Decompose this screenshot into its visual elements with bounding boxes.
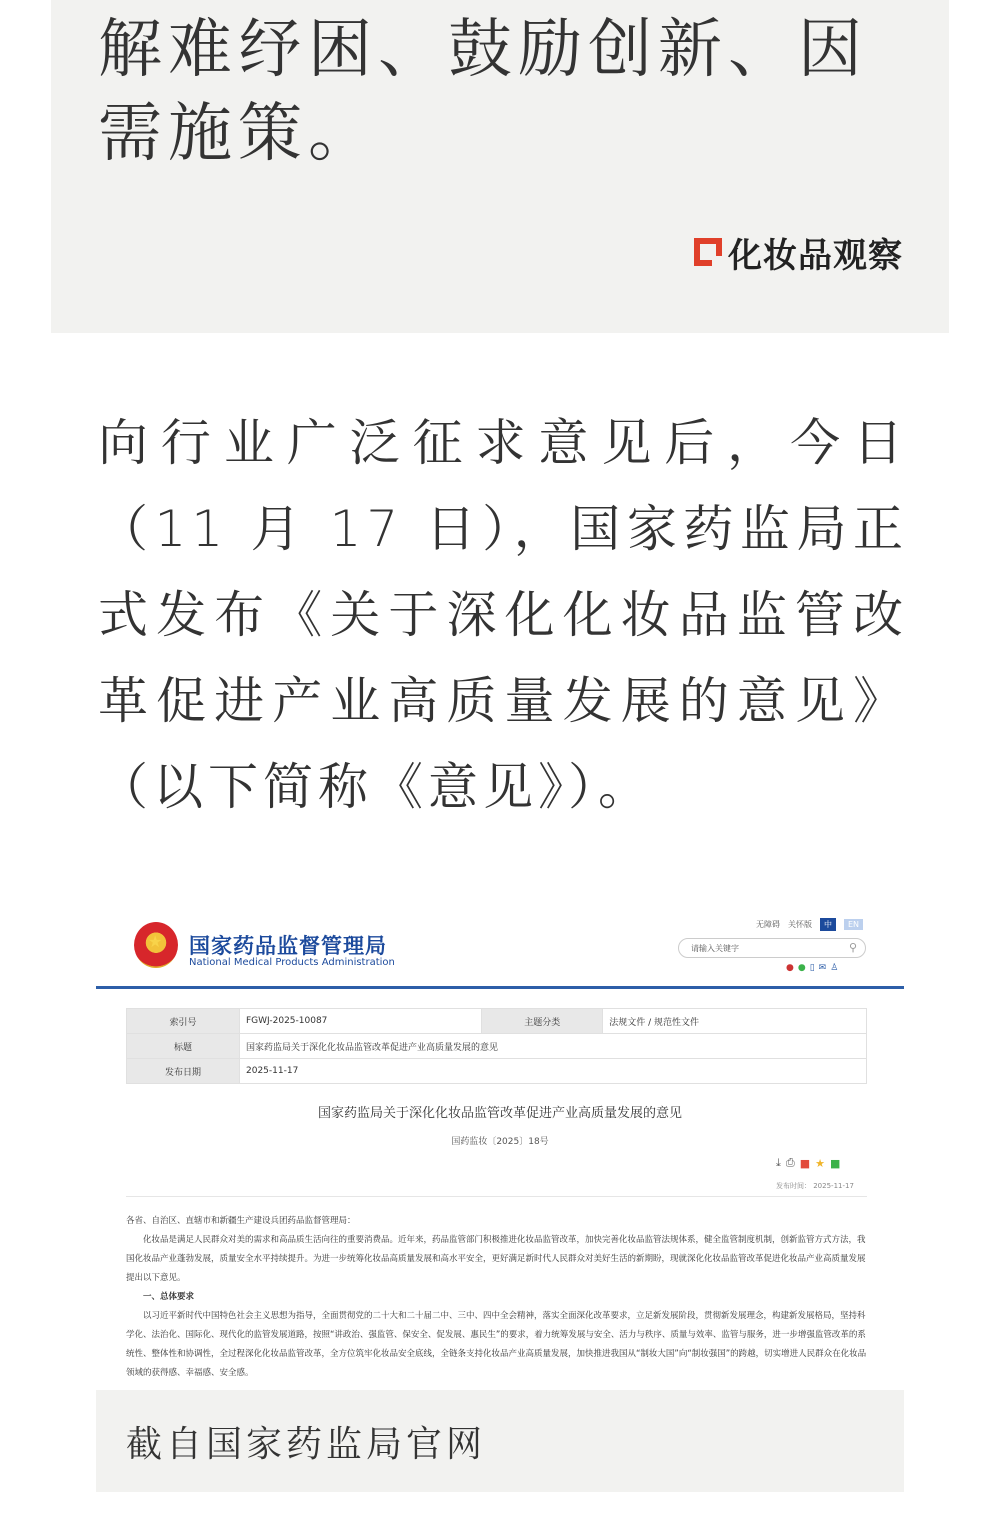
care-mode-link[interactable]: 关怀版: [788, 920, 812, 929]
search-placeholder: 请输入关键字: [691, 944, 739, 953]
site-header: [96, 906, 904, 988]
site-name-en: National Medical Products Administration: [189, 957, 395, 968]
document-tools: [776, 1156, 840, 1170]
image-caption: [96, 1390, 904, 1492]
title-label: 标题: [127, 1034, 240, 1059]
brand-logo: [694, 232, 903, 276]
section-heading: 一、总体要求: [143, 1292, 195, 1302]
search-icon[interactable]: ⚲: [848, 941, 857, 954]
document-meta-table: [126, 1008, 867, 1084]
accessibility-link[interactable]: 无障碍: [756, 920, 780, 929]
publish-time: 发布时间： 2025-11-17: [776, 1182, 854, 1190]
mail-icon[interactable]: ✉: [818, 963, 827, 973]
search-input[interactable]: [678, 938, 866, 958]
quote-card: [51, 0, 949, 333]
lang-en-button[interactable]: EN: [844, 919, 863, 930]
salutation: 各省、自治区、直辖市和新疆生产建设兵团药品监督管理局：: [126, 1216, 356, 1226]
mobile-icon[interactable]: ▯: [809, 963, 815, 973]
quote-text: 解难纾困、鼓励创新、因需施策。: [98, 13, 868, 171]
date-value: 2025-11-17: [240, 1059, 867, 1084]
body-paragraph-1: 化妆品是满足人民群众对美的需求和高品质生活向往的重要消费品。近年来，药品监管部门积极推进化妆品监管改革，加快完善化妆品监管法规体系，健全监管制度机制，创新监管方式方法，我国化妆品产业蓬勃发展，质量安全水平持续提升。为进一步统筹化妆品高质量发展和高水平安全，更好满足新时代人民群众对美好生活的新期盼，现就深化化妆品监管改革促进化妆品产业高质量发展提出以下意见。: [126, 1235, 866, 1283]
download-icon[interactable]: ⤓: [776, 1156, 781, 1169]
national-emblem-icon: ★: [134, 922, 178, 968]
document-body: [126, 1212, 871, 1383]
social-share-icons: [786, 963, 838, 973]
brand-name: 化妆品观察: [728, 235, 903, 276]
body-paragraph-2: 以习近平新时代中国特色社会主义思想为指导，全面贯彻党的二十大和二十届二中、三中、四中全会精神，落实全面深化改革要求，立足新发展阶段，贯彻新发展理念，构建新发展格局，坚持科学化、法治化、国际化、现代化的监管发展道路，按照“讲政治、强监管、保安全、促发展、惠民生”的要求，着力统筹发展与安全、活力与秩序、质量与效率、监管与服务，进一步增强监管改革的系统性、整体性和协调性，全过程深化化妆品监管改革，全方位筑牢化妆品安全底线，全链条支持化妆品产业高质量发展，加快推进我国从“制妆大国”向“制妆强国”的跨越，切实增进人民群众在化妆品领域的获得感、幸福感、安全感。: [126, 1311, 867, 1378]
top-links: [756, 918, 863, 931]
caption-text: 截自国家药监局官网: [126, 1424, 487, 1465]
category-label: 主题分类: [482, 1009, 603, 1034]
header-divider: [96, 986, 904, 989]
site-name-cn: 国家药品监督管理局: [189, 934, 387, 958]
title-value: 国家药监局关于深化化妆品监管改革促进产业高质量发展的意见: [240, 1034, 867, 1059]
category-value: 法规文件 / 规范性文件: [603, 1009, 867, 1034]
share-wechat-icon[interactable]: ■: [829, 1156, 841, 1170]
document-number: 国药监妆〔2025〕18号: [451, 1137, 549, 1147]
lang-cn-button[interactable]: 中: [820, 918, 836, 931]
share-weibo-icon[interactable]: ■: [799, 1156, 811, 1170]
article-paragraph: 向行业广泛征求意见后，今日（11 月 17 日），国家药监局正式发布《关于深化化妆品监管改革促进产业高质量发展的意见》（以下简称《意见》）。: [98, 414, 908, 816]
index-value: FGWJ-2025-10087: [240, 1009, 482, 1034]
brand-square-icon: [694, 238, 722, 266]
nmpa-screenshot: [96, 906, 904, 1390]
date-label: 发布日期: [127, 1059, 240, 1084]
print-icon[interactable]: ⎙: [785, 1156, 795, 1169]
wechat-icon[interactable]: ●: [797, 963, 806, 973]
share-qzone-icon[interactable]: ★: [815, 1156, 825, 1170]
index-label: 索引号: [127, 1009, 240, 1034]
weibo-icon[interactable]: ●: [786, 963, 794, 973]
document-title: 国家药监局关于深化化妆品监管改革促进产业高质量发展的意见: [317, 1106, 682, 1121]
user-icon[interactable]: ♙: [830, 963, 839, 973]
content-divider: [126, 1196, 867, 1197]
